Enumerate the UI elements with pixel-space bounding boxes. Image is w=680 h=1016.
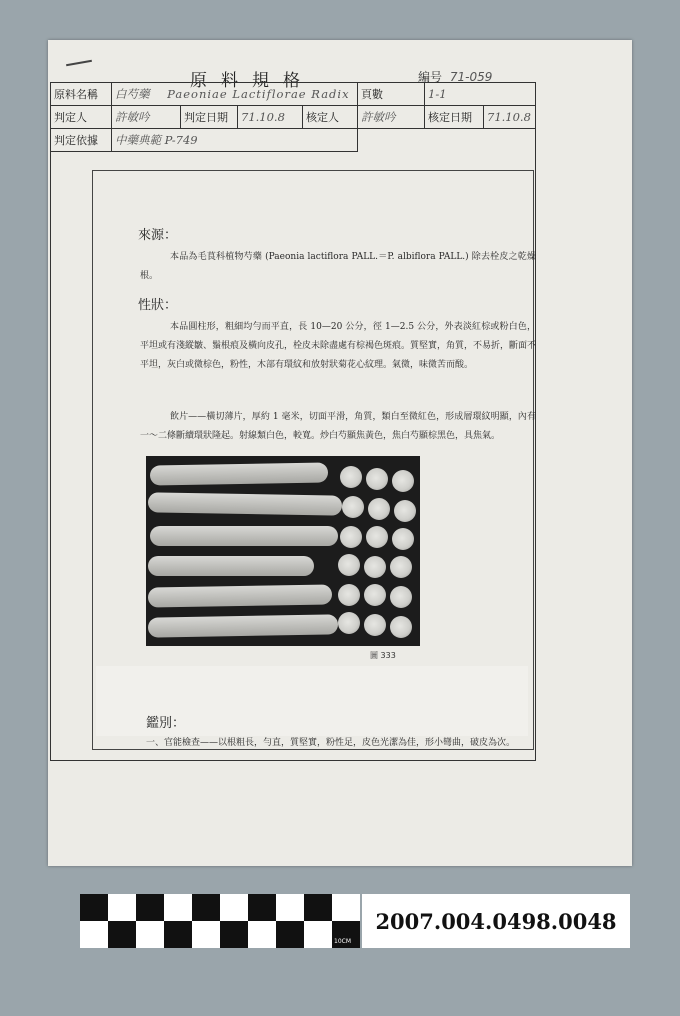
traits-paragraph-1: 本品圓柱形，粗細均勻而平直，長 10—20 公分，徑 1—2.5 公分，外表淡紅棕或粉白色，平坦或有淺縱皺、鬚根痕及橫向皮孔，栓皮未除盡處有棕褐色斑痕。質堅實，角質，不易折，斷面不平坦，灰白或微棕色，粉性，木部有環紋和放射狀菊花心紋理。氣微，味微苦而酸。 <box>140 322 537 370</box>
checker-value: 許敏吟 <box>358 106 425 129</box>
cross-section-disc <box>364 584 386 606</box>
pen-mark <box>66 60 92 66</box>
check-date-label: 核定日期 <box>425 106 484 129</box>
name-latin: Paeoniae Lactiflorae Radix <box>167 87 350 101</box>
accession-label <box>362 894 630 948</box>
root-slice <box>148 556 314 576</box>
checker-label: 核定人 <box>303 106 358 129</box>
check-date-value: 71.10.8 <box>484 106 536 129</box>
cross-section-disc <box>392 470 414 492</box>
cross-section-disc <box>368 498 390 520</box>
cross-section-disc <box>392 528 414 550</box>
cross-section-disc <box>366 468 388 490</box>
cross-section-disc <box>390 616 412 638</box>
source-text: 本品為毛茛科植物芍藥 (Paeonia lactiflora PALL.＝P. albiflora PALL.) 除去栓皮之乾燥根。 <box>140 252 536 281</box>
basis-value: 中藥典範 P-749 <box>112 129 358 152</box>
cross-section-disc <box>338 554 360 576</box>
root-slice <box>150 462 328 485</box>
traits-heading: 性狀： <box>138 298 178 313</box>
root-slice <box>148 492 342 515</box>
name-cn: 白芍藥 <box>115 87 150 101</box>
accession-number: 2007.004.0498.0048 <box>375 908 617 934</box>
judge-label: 判定人 <box>51 106 112 129</box>
cross-section-disc <box>390 556 412 578</box>
serial-label: 編号 <box>418 70 443 84</box>
cross-section-disc <box>338 612 360 634</box>
serial-value: 71-059 <box>449 70 493 84</box>
color-scale-bar <box>80 894 360 948</box>
source-heading: 來源： <box>138 228 178 243</box>
scale-label-10: 10CM <box>334 938 352 945</box>
cross-section-disc <box>366 526 388 548</box>
root-slice <box>148 614 338 637</box>
cross-section-disc <box>340 526 362 548</box>
scale-label-0: 0CM <box>82 938 96 945</box>
traits-paragraph-2: 飲片——橫切薄片，厚約 1 毫米，切面平滑，角質，類白至微紅色，形成層環紋明顯，內有一～二條斷續環狀隆起。射線類白色，較寬。炒白芍顯焦黃色，焦白芍顯棕黑色，具焦氣。 <box>140 412 536 441</box>
pages-value: 1-1 <box>425 83 536 106</box>
cross-section-disc <box>364 556 386 578</box>
root-slice <box>150 526 338 546</box>
root-slice <box>148 584 332 607</box>
judge-value: 許敏吟 <box>112 106 181 129</box>
cross-section-disc <box>364 614 386 636</box>
ident-text: 一、官能檢查——以根粗長，勻直，質堅實，粉性足，皮色光潔為佳，形小彎曲，破皮為次。 <box>146 738 516 748</box>
judge-date-label: 判定日期 <box>181 106 238 129</box>
cross-section-disc <box>394 500 416 522</box>
judge-date-value: 71.10.8 <box>238 106 303 129</box>
cross-section-disc <box>338 584 360 606</box>
form-title: 原料規格 <box>190 71 314 91</box>
name-label: 原料名稱 <box>51 83 112 106</box>
figure-caption: 圖 333 <box>370 651 396 660</box>
pages-label: 頁數 <box>358 83 425 106</box>
ident-heading: 鑑別： <box>146 716 186 731</box>
cross-section-disc <box>342 496 364 518</box>
basis-label: 判定依據 <box>51 129 112 152</box>
herb-photo <box>146 456 420 646</box>
cross-section-disc <box>390 586 412 608</box>
cross-section-disc <box>340 466 362 488</box>
scale-label-5: 5CM <box>194 938 208 945</box>
